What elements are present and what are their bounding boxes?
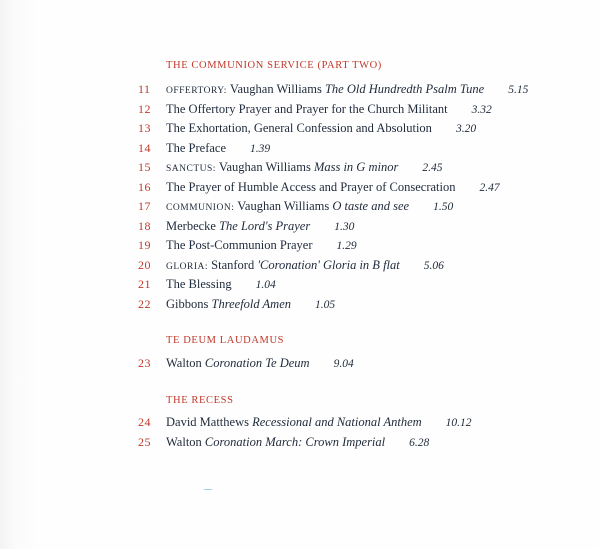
track-number: 12 <box>138 101 151 116</box>
track-composer: Gibbons <box>166 296 209 311</box>
track-title: The Offertory Prayer and Prayer for the Church Militant <box>166 101 448 116</box>
section-heading-communion: THE COMMUNION SERVICE (PART TWO) <box>166 60 382 71</box>
track-duration: 1.29 <box>336 240 357 252</box>
track-title: The Blessing <box>166 277 232 291</box>
track-line <box>166 197 453 217</box>
track-prefix: GLORIA: <box>166 261 209 272</box>
track-composer: Vaughan Williams <box>218 160 311 174</box>
track-composer: Stanford <box>211 257 255 272</box>
track-line <box>166 275 276 294</box>
track-number: 25 <box>138 434 151 449</box>
track-duration: 2.47 <box>479 181 500 194</box>
track-line <box>166 139 270 158</box>
track-duration: 9.04 <box>333 358 354 370</box>
track-title: The Preface <box>166 140 227 155</box>
track-title: Mass in G minor <box>313 160 399 174</box>
track-duration: 3.32 <box>471 103 492 116</box>
track-prefix: OFFERTORY: <box>166 86 227 96</box>
track-line <box>166 413 472 432</box>
track-line <box>166 354 354 373</box>
track-composer: Vaughan Williams <box>237 199 330 213</box>
track-number: 19 <box>138 238 151 252</box>
track-number: 14 <box>138 140 151 155</box>
track-number: 17 <box>138 199 151 213</box>
track-line <box>166 433 429 452</box>
track-number: 13 <box>138 121 151 135</box>
track-duration: 2.45 <box>422 162 443 174</box>
track-title: Coronation March: Crown Imperial <box>204 434 386 449</box>
track-line <box>166 256 444 276</box>
section-heading-te-deum: TE DEUM LAUDAMUS <box>166 335 285 346</box>
track-duration: 1.39 <box>250 142 271 155</box>
track-number: 20 <box>138 257 151 272</box>
track-composer: Walton <box>166 356 202 370</box>
track-title: The Prayer of Humble Access and Prayer of Consecration <box>166 179 456 194</box>
track-duration: 1.50 <box>433 201 454 213</box>
track-number: 21 <box>138 277 151 291</box>
track-duration: 1.04 <box>255 279 276 291</box>
track-number: 24 <box>138 415 151 429</box>
track-duration: 10.12 <box>445 417 472 429</box>
track-duration: 6.28 <box>409 436 430 449</box>
section-heading-recess: THE RECESS <box>166 395 234 406</box>
track-number: 15 <box>138 160 151 174</box>
track-duration: 1.30 <box>334 220 355 233</box>
track-duration: 5.15 <box>508 84 529 96</box>
track-title: O taste and see <box>332 199 410 213</box>
track-line <box>166 158 442 178</box>
track-title: Coronation Te Deum <box>204 356 310 370</box>
track-number: 16 <box>138 179 151 194</box>
track-duration: 5.06 <box>423 259 444 272</box>
track-line <box>166 80 528 100</box>
track-number: 18 <box>138 218 151 233</box>
track-duration: 1.05 <box>315 298 336 311</box>
print-speck <box>204 489 212 490</box>
track-line <box>166 217 354 236</box>
track-prefix: SANCTUS: <box>166 164 216 174</box>
track-title: The Old Hundredth Psalm Tune <box>324 82 485 96</box>
track-duration: 3.20 <box>455 123 477 135</box>
track-line <box>166 178 500 197</box>
track-number: 23 <box>138 356 151 370</box>
track-title: 'Coronation' Gloria in B flat <box>257 257 400 272</box>
track-line <box>166 119 476 138</box>
track-line <box>166 100 492 119</box>
track-title: The Lord's Prayer <box>219 218 311 233</box>
track-composer: Merbecke <box>166 218 216 233</box>
track-composer: Walton <box>166 434 202 449</box>
track-title: Threefold Amen <box>211 296 292 311</box>
track-title: The Post-Communion Prayer <box>166 238 313 252</box>
track-title: Recessional and National Anthem <box>252 415 422 429</box>
track-composer: David Matthews <box>166 415 249 429</box>
track-title: The Exhortation, General Confession and Absolution <box>166 121 432 135</box>
track-composer: Vaughan Williams <box>229 82 322 96</box>
track-number: 22 <box>138 296 151 311</box>
track-line <box>166 236 357 255</box>
track-prefix: COMMUNION: <box>166 203 235 213</box>
track-number: 11 <box>138 82 151 96</box>
track-line <box>166 295 335 314</box>
